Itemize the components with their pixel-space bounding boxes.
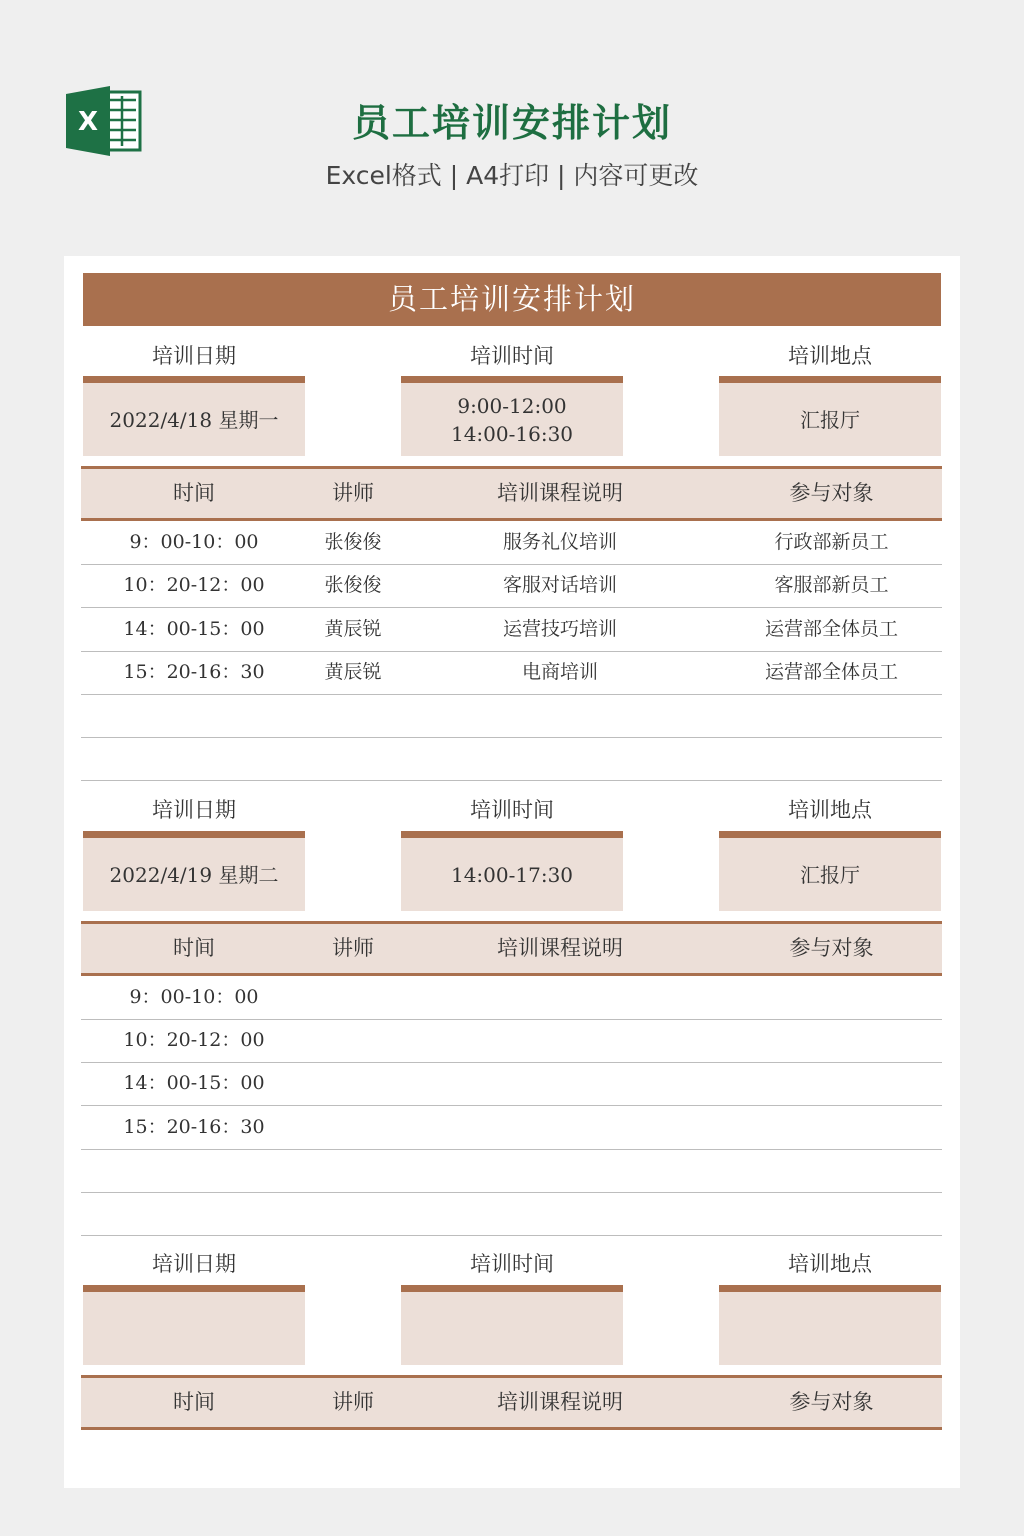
time-value-line-1: 14:00-17:30 xyxy=(450,862,574,887)
header-course: 培训课程说明 xyxy=(497,936,623,960)
table-row[interactable] xyxy=(81,976,942,1020)
header-audience: 参与对象 xyxy=(789,481,874,505)
cell-instructor: 黄辰锐 xyxy=(324,618,382,640)
time-value-line-2: 14:00-16:30 xyxy=(450,421,574,446)
time-label: 培训时间 xyxy=(470,798,554,822)
table-row[interactable] xyxy=(81,1149,942,1193)
cell-course: 客服对话培训 xyxy=(502,574,617,596)
cell-time: 9：00-10：00 xyxy=(129,531,259,553)
cell-time: 9：00-10：00 xyxy=(129,986,259,1008)
header-course: 培训课程说明 xyxy=(497,481,623,505)
page-header xyxy=(0,0,1024,256)
table-header xyxy=(81,921,942,976)
table-row[interactable] xyxy=(81,564,942,608)
date-label: 培训日期 xyxy=(152,798,236,822)
cell-audience: 行政部新员工 xyxy=(774,531,889,553)
header-instructor: 讲师 xyxy=(332,1390,374,1414)
place-label: 培训地点 xyxy=(788,344,872,368)
header-instructor: 讲师 xyxy=(332,936,374,960)
spreadsheet-sheet xyxy=(64,256,960,1488)
time-cell[interactable] xyxy=(401,376,623,456)
place-cell[interactable] xyxy=(719,1285,941,1365)
table-row[interactable] xyxy=(81,608,942,652)
table-row[interactable] xyxy=(81,1106,942,1150)
cell-audience: 运营部全体员工 xyxy=(764,661,898,683)
header-time: 时间 xyxy=(173,936,215,960)
table-row[interactable] xyxy=(81,1192,942,1236)
place-cell[interactable] xyxy=(719,376,941,456)
time-label: 培训时间 xyxy=(470,344,554,368)
date-value: 2022/4/18 星期一 xyxy=(109,407,279,432)
table-row[interactable] xyxy=(81,521,942,565)
cell-audience: 运营部全体员工 xyxy=(764,618,898,640)
cell-audience: 客服部新员工 xyxy=(774,574,889,596)
excel-logo-letter: X xyxy=(77,107,99,137)
cell-course: 服务礼仪培训 xyxy=(502,531,617,553)
cell-time: 14：00-15：00 xyxy=(123,618,265,640)
time-cell[interactable] xyxy=(401,1285,623,1365)
page-subtitle: Excel格式 | A4打印 | 内容可更改 xyxy=(325,161,699,190)
table-header xyxy=(81,466,942,521)
table-row[interactable] xyxy=(81,1062,942,1106)
place-cell[interactable] xyxy=(719,831,941,911)
table-row[interactable] xyxy=(81,1019,942,1063)
table-row[interactable] xyxy=(81,651,942,695)
date-label: 培训日期 xyxy=(152,344,236,368)
header-course: 培训课程说明 xyxy=(497,1390,623,1414)
place-value: 汇报厅 xyxy=(800,407,860,432)
place-label: 培训地点 xyxy=(788,798,872,822)
date-label: 培训日期 xyxy=(152,1252,236,1276)
cell-instructor: 黄辰锐 xyxy=(324,661,382,683)
header-time: 时间 xyxy=(173,1390,215,1414)
header-instructor: 讲师 xyxy=(332,481,374,505)
time-value-line-1: 9:00-12:00 xyxy=(457,393,567,418)
cell-instructor: 张俊俊 xyxy=(324,531,382,553)
header-audience: 参与对象 xyxy=(789,936,874,960)
date-cell[interactable] xyxy=(83,1285,305,1365)
table-row[interactable] xyxy=(81,737,942,781)
date-cell[interactable] xyxy=(83,831,305,911)
table-row[interactable] xyxy=(81,694,942,738)
cell-time: 14：00-15：00 xyxy=(123,1072,265,1094)
cell-time: 15：20-16：30 xyxy=(123,1116,265,1138)
time-cell[interactable] xyxy=(401,831,623,911)
cell-time: 15：20-16：30 xyxy=(123,661,265,683)
header-audience: 参与对象 xyxy=(789,1390,874,1414)
time-label: 培训时间 xyxy=(470,1252,554,1276)
place-value: 汇报厅 xyxy=(800,862,860,887)
date-cell[interactable] xyxy=(83,376,305,456)
cell-time: 10：20-12：00 xyxy=(123,1029,265,1051)
cell-course: 运营技巧培训 xyxy=(502,618,617,640)
table-header xyxy=(81,1375,942,1430)
cell-instructor: 张俊俊 xyxy=(324,574,382,596)
cell-course: 电商培训 xyxy=(521,661,598,683)
date-value: 2022/4/19 星期二 xyxy=(109,862,279,887)
sheet-title[interactable]: 员工培训安排计划 xyxy=(83,273,941,326)
header-time: 时间 xyxy=(173,481,215,505)
page-title: 员工培训安排计划 xyxy=(351,101,672,145)
cell-time: 10：20-12：00 xyxy=(123,574,265,596)
place-label: 培训地点 xyxy=(788,1252,872,1276)
